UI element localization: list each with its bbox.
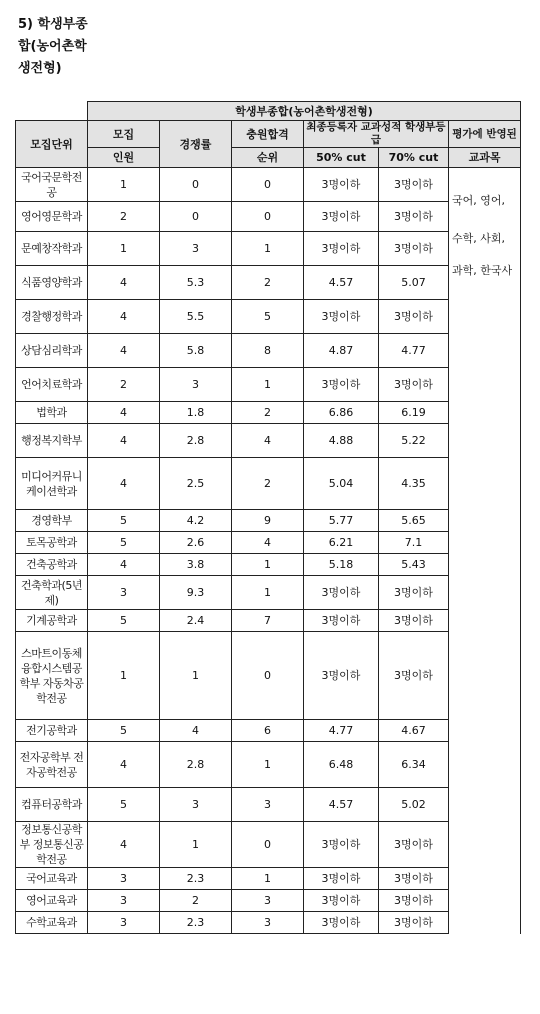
row-cut50: 3명이하	[304, 868, 379, 890]
row-cut70: 5.22	[379, 424, 449, 458]
row-cut70: 6.34	[379, 742, 449, 788]
row-ratio: 5.3	[160, 266, 232, 300]
row-cut50: 6.86	[304, 402, 379, 424]
row-cut70: 3명이하	[379, 300, 449, 334]
row-cut50: 3명이하	[304, 610, 379, 632]
row-ratio: 4	[160, 720, 232, 742]
table-row	[16, 720, 521, 742]
row-unit: 경찰행정학과	[16, 300, 88, 334]
row-quota: 2	[88, 202, 160, 232]
row-cut70: 7.1	[379, 532, 449, 554]
row-ratio: 2.8	[160, 742, 232, 788]
row-rank: 2	[232, 458, 304, 510]
row-quota: 4	[88, 822, 160, 868]
row-unit: 상담심리학과	[16, 334, 88, 368]
row-quota: 3	[88, 868, 160, 890]
row-cut50: 3명이하	[304, 368, 379, 402]
row-cut70: 3명이하	[379, 890, 449, 912]
row-quota: 5	[88, 788, 160, 822]
admission-results-table	[15, 101, 521, 934]
row-quota: 4	[88, 402, 160, 424]
row-quota: 1	[88, 632, 160, 720]
row-cut70: 6.19	[379, 402, 449, 424]
section-title: 5) 학생부종합(농어촌학생전형)	[18, 17, 88, 76]
table-row	[16, 610, 521, 632]
row-ratio: 9.3	[160, 576, 232, 610]
table-row	[16, 266, 521, 300]
row-quota: 4	[88, 300, 160, 334]
row-ratio: 3	[160, 788, 232, 822]
row-unit: 경영학부	[16, 510, 88, 532]
row-rank: 0	[232, 632, 304, 720]
row-unit: 건축학과(5년제)	[16, 576, 88, 610]
row-cut70: 4.67	[379, 720, 449, 742]
row-unit: 기계공학과	[16, 610, 88, 632]
row-rank: 4	[232, 424, 304, 458]
row-quota: 1	[88, 168, 160, 202]
col-cut70-header: 70% cut	[379, 148, 449, 168]
row-cut50: 3명이하	[304, 168, 379, 202]
table-row	[16, 458, 521, 510]
row-ratio: 0	[160, 202, 232, 232]
row-cut50: 4.88	[304, 424, 379, 458]
row-cut70: 3명이하	[379, 368, 449, 402]
row-quota: 2	[88, 368, 160, 402]
row-ratio: 2	[160, 890, 232, 912]
row-unit: 정보통신공학부 정보통신공학전공	[16, 822, 88, 868]
row-quota: 3	[88, 890, 160, 912]
row-unit: 국어교육과	[16, 868, 88, 890]
row-quota: 3	[88, 912, 160, 934]
row-rank: 3	[232, 912, 304, 934]
row-rank: 1	[232, 232, 304, 266]
row-rank: 1	[232, 554, 304, 576]
table-row	[16, 532, 521, 554]
row-rank: 9	[232, 510, 304, 532]
row-cut50: 4.77	[304, 720, 379, 742]
row-cut70: 3명이하	[379, 576, 449, 610]
row-unit: 전자공학부 전자공학전공	[16, 742, 88, 788]
table-row	[16, 890, 521, 912]
row-rank: 7	[232, 610, 304, 632]
row-cut50: 3명이하	[304, 822, 379, 868]
table-row	[16, 202, 521, 232]
row-rank: 0	[232, 168, 304, 202]
row-cut70: 3명이하	[379, 168, 449, 202]
table-row	[16, 402, 521, 424]
row-quota: 4	[88, 266, 160, 300]
row-cut70: 5.43	[379, 554, 449, 576]
row-unit: 언어치료학과	[16, 368, 88, 402]
row-ratio: 2.4	[160, 610, 232, 632]
table-row	[16, 554, 521, 576]
row-rank: 4	[232, 532, 304, 554]
row-unit: 법학과	[16, 402, 88, 424]
row-unit: 컴퓨터공학과	[16, 788, 88, 822]
table-row	[16, 510, 521, 532]
col-rank-header: 충원합격	[232, 121, 304, 148]
row-ratio: 3.8	[160, 554, 232, 576]
row-rank: 3	[232, 788, 304, 822]
row-quota: 5	[88, 510, 160, 532]
row-cut50: 3명이하	[304, 632, 379, 720]
row-ratio: 2.8	[160, 424, 232, 458]
row-rank: 1	[232, 868, 304, 890]
row-cut50: 4.57	[304, 266, 379, 300]
row-rank: 0	[232, 822, 304, 868]
row-quota: 5	[88, 532, 160, 554]
group-title: 학생부종합(농어촌학생전형)	[88, 102, 521, 121]
row-cut70: 3명이하	[379, 610, 449, 632]
row-rank: 1	[232, 742, 304, 788]
col-grade-header: 최종등록자 교과성적 학생부등급	[304, 121, 449, 148]
row-cut70: 5.65	[379, 510, 449, 532]
row-ratio: 5.8	[160, 334, 232, 368]
table-row	[16, 168, 521, 202]
table-row	[16, 868, 521, 890]
row-unit: 건축공학과	[16, 554, 88, 576]
row-ratio: 3	[160, 368, 232, 402]
row-rank: 2	[232, 402, 304, 424]
row-cut50: 6.48	[304, 742, 379, 788]
col-ratio-header: 경쟁률	[160, 121, 232, 168]
row-ratio: 1.8	[160, 402, 232, 424]
row-ratio: 1	[160, 632, 232, 720]
row-rank: 1	[232, 368, 304, 402]
table-row	[16, 822, 521, 868]
row-cut70: 5.07	[379, 266, 449, 300]
row-cut50: 3명이하	[304, 912, 379, 934]
row-cut70: 4.77	[379, 334, 449, 368]
row-rank: 2	[232, 266, 304, 300]
row-cut70: 3명이하	[379, 202, 449, 232]
col-subject-header-2: 교과목	[449, 148, 521, 168]
row-rank: 6	[232, 720, 304, 742]
table-row	[16, 300, 521, 334]
col-quota-header-2: 인원	[88, 148, 160, 168]
row-cut70: 3명이하	[379, 912, 449, 934]
row-ratio: 0	[160, 168, 232, 202]
row-cut50: 3명이하	[304, 576, 379, 610]
row-cut50: 3명이하	[304, 232, 379, 266]
row-cut50: 4.57	[304, 788, 379, 822]
col-rank-header-2: 순위	[232, 148, 304, 168]
row-cut50: 5.77	[304, 510, 379, 532]
row-quota: 4	[88, 458, 160, 510]
row-cut50: 3명이하	[304, 890, 379, 912]
row-cut50: 3명이하	[304, 202, 379, 232]
row-rank: 1	[232, 576, 304, 610]
row-quota: 3	[88, 576, 160, 610]
row-unit: 영어교육과	[16, 890, 88, 912]
table-row	[16, 912, 521, 934]
row-cut70: 5.02	[379, 788, 449, 822]
row-quota: 4	[88, 334, 160, 368]
row-cut50: 4.87	[304, 334, 379, 368]
row-ratio: 4.2	[160, 510, 232, 532]
row-unit: 식품영양학과	[16, 266, 88, 300]
row-cut50: 5.18	[304, 554, 379, 576]
row-rank: 8	[232, 334, 304, 368]
row-unit: 영어영문학과	[16, 202, 88, 232]
col-subject-header: 평가에 반영된	[449, 121, 521, 148]
col-cut50-header: 50% cut	[304, 148, 379, 168]
row-cut70: 4.35	[379, 458, 449, 510]
row-cut50: 3명이하	[304, 300, 379, 334]
row-quota: 5	[88, 720, 160, 742]
row-rank: 5	[232, 300, 304, 334]
table-row	[16, 424, 521, 458]
row-quota: 4	[88, 424, 160, 458]
row-rank: 0	[232, 202, 304, 232]
row-ratio: 1	[160, 822, 232, 868]
table-row	[16, 232, 521, 266]
subjects-cell	[449, 168, 521, 934]
row-unit: 수학교육과	[16, 912, 88, 934]
row-unit: 문예창작학과	[16, 232, 88, 266]
row-ratio: 2.6	[160, 532, 232, 554]
row-rank: 3	[232, 890, 304, 912]
table-row	[16, 576, 521, 610]
table-row	[16, 632, 521, 720]
row-cut70: 3명이하	[379, 232, 449, 266]
subject-line: 국어, 영어,	[452, 194, 505, 207]
subject-line: 수학, 사회,	[452, 232, 505, 245]
row-unit: 토목공학과	[16, 532, 88, 554]
row-quota: 4	[88, 742, 160, 788]
row-cut50: 6.21	[304, 532, 379, 554]
table-row	[16, 788, 521, 822]
row-cut70: 3명이하	[379, 822, 449, 868]
row-unit: 스마트이동체융합시스템공학부 자동차공학전공	[16, 632, 88, 720]
row-cut70: 3명이하	[379, 632, 449, 720]
row-quota: 4	[88, 554, 160, 576]
subject-line: 과학, 한국사	[452, 264, 513, 277]
table-row	[16, 368, 521, 402]
row-ratio: 2.3	[160, 912, 232, 934]
row-ratio: 5.5	[160, 300, 232, 334]
row-ratio: 3	[160, 232, 232, 266]
row-quota: 1	[88, 232, 160, 266]
row-quota: 5	[88, 610, 160, 632]
row-ratio: 2.3	[160, 868, 232, 890]
row-unit: 미디어커뮤니케이션학과	[16, 458, 88, 510]
row-ratio: 2.5	[160, 458, 232, 510]
row-cut50: 5.04	[304, 458, 379, 510]
table-body	[16, 168, 521, 934]
row-unit: 국어국문학전공	[16, 168, 88, 202]
row-unit: 행정복지학부	[16, 424, 88, 458]
col-quota-header: 모집	[88, 121, 160, 148]
row-cut70: 3명이하	[379, 868, 449, 890]
row-unit: 전기공학과	[16, 720, 88, 742]
table-row	[16, 742, 521, 788]
table-row	[16, 334, 521, 368]
col-unit-header: 모집단위	[16, 121, 88, 168]
